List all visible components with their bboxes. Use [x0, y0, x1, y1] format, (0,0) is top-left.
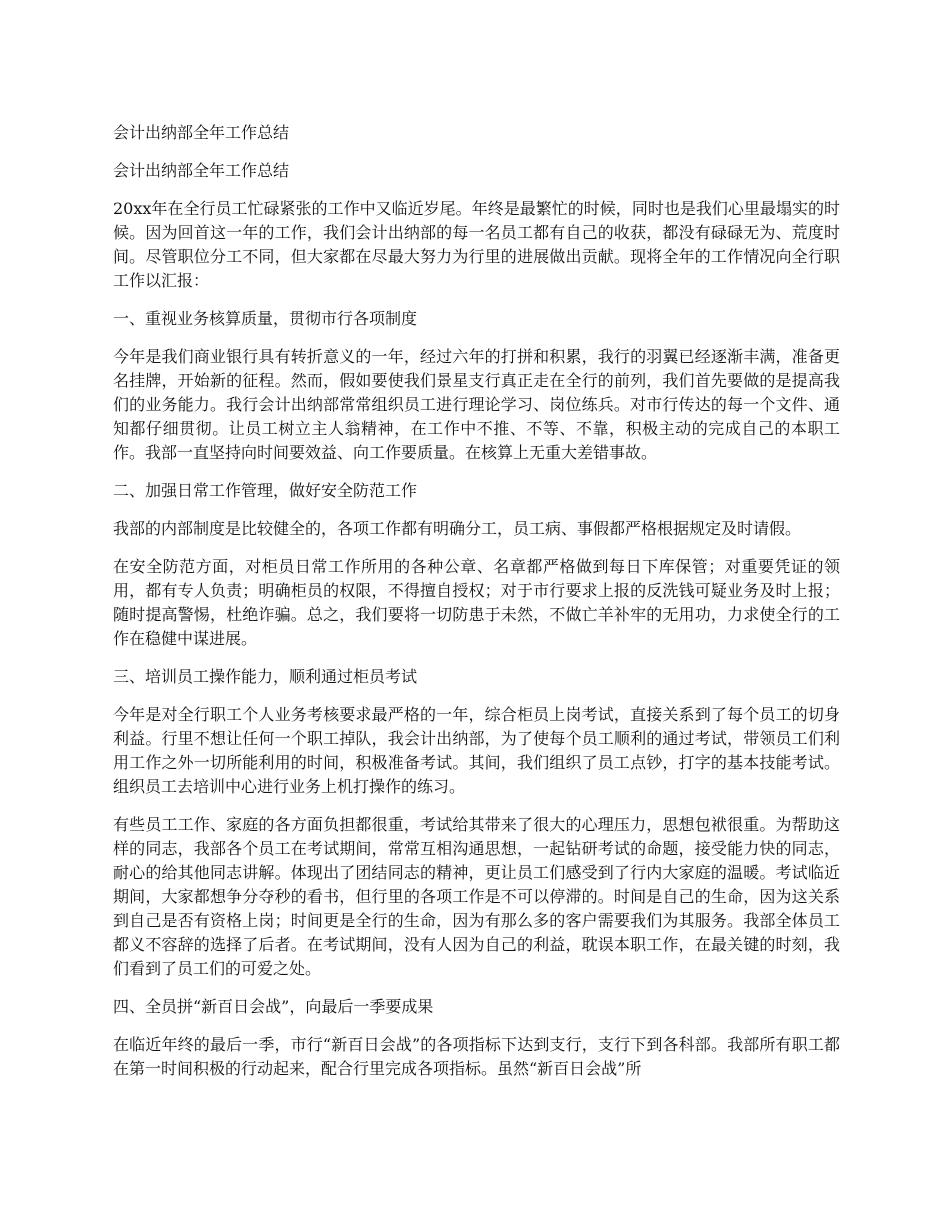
section-heading-4: 四、全员拼“新百日会战”，向最后一季要成果 — [113, 997, 434, 1016]
paragraph-section-2b: 在安全防范方面，对柜员日常工作所用的各种公章、名章都严格做到每日下库保管；对重要凭证的领用，都有专人负责；明确柜员的权限，不得擅自授权；对于市行要求上报的反洗钱可疑业务及时上报；随时提高警惕，杜绝诈骗。总之，我们要将一切防患于未然，不做亡羊补牢的无用功，力求使全行的工作在稳健中谋进展。 — [113, 557, 840, 648]
section-heading-2: 二、加强日常工作管理，做好安全防范工作 — [113, 481, 418, 500]
document-page — [113, 121, 840, 1095]
paragraph-section-1: 今年是我们商业银行具有转折意义的一年，经过六年的打拼和积累，我行的羽翼已经逐渐丰满，准备更名挂牌，开始新的征程。然而，假如要使我们景星支行真正走在全行的前列，我们首先要做的是提高我们的业务能力。我行会计出纳部常常组织员工进行理论学习、岗位练兵。对市行传达的每一个文件、通知都仔细贯彻。让员工树立主人翁精神，在工作中不推、不等、不靠，积极主动的完成自己的本职工作。我部一直坚持向时间要效益、向工作要质量。在核算上无重大差错事故。 — [113, 347, 840, 462]
section-heading-1: 一、重视业务核算质量，贯彻市行各项制度 — [113, 309, 418, 328]
document-subtitle: 会计出纳部全年工作总结 — [113, 161, 290, 180]
paragraph-section-3b: 有些员工工作、家庭的各方面负担都很重，考试给其带来了很大的心理压力，思想包袱很重。为帮助这样的同志，我部各个员工在考试期间，常常互相沟通思想，一起钻研考试的命题，接受能力快的同志，耐心的给其他同志讲解。体现出了团结同志的精神，更让员工们感受到了行内大家庭的温暖。考试临近期间，大家都想争分夺秒的看书，但行里的各项工作是不可以停滞的。时间是自己的生命，因为这关系到自己是否有资格上岗；时间更是全行的生命，因为有那么多的客户需要我们为其服务。我部全体员工都义不容辞的选择了后者。在考试期间，没有人因为自己的利益，耽误本职工作，在最关键的时刻，我们看到了员工们的可爱之处。 — [113, 815, 840, 978]
paragraph-intro: 20xx年在全行员工忙碌紧张的工作中又临近岁尾。年终是最繁忙的时候，同时也是我们心里最塌实的时候。因为回首这一年的工作，我们会计出纳部的每一名员工都有自己的收获，都没有碌碌无为、荒度时间。尽管职位分工不同，但大家都在尽最大努力为行里的进展做出贡献。现将全年的工作情况向全行职工作以汇报： — [113, 199, 840, 290]
paragraph-section-2a: 我部的内部制度是比较健全的，各项工作都有明确分工，员工病、事假都严格根据规定及时请假。 — [113, 519, 802, 538]
paragraph-section-3a: 今年是对全行职工个人业务考核要求最严格的一年，综合柜员上岗考试，直接关系到了每个员工的切身利益。行里不想让任何一个职工掉队，我会计出纳部，为了使每个员工顺利的通过考试，带领员工们利用工作之外一切所能利用的时间，积极准备考试。其间，我们组织了员工点钞，打字的基本技能考试。组织员工去培训中心进行业务上机打操作的练习。 — [113, 705, 840, 796]
section-heading-3: 三、培训员工操作能力，顺利通过柜员考试 — [113, 667, 418, 686]
paragraph-section-4: 在临近年终的最后一季，市行“新百日会战”的各项指标下达到支行，支行下到各科部。我部所有职工都在第一时间积极的行动起来，配合行里完成各项指标。虽然“新百日会战”所 — [113, 1035, 840, 1078]
document-title: 会计出纳部全年工作总结 — [113, 123, 290, 142]
